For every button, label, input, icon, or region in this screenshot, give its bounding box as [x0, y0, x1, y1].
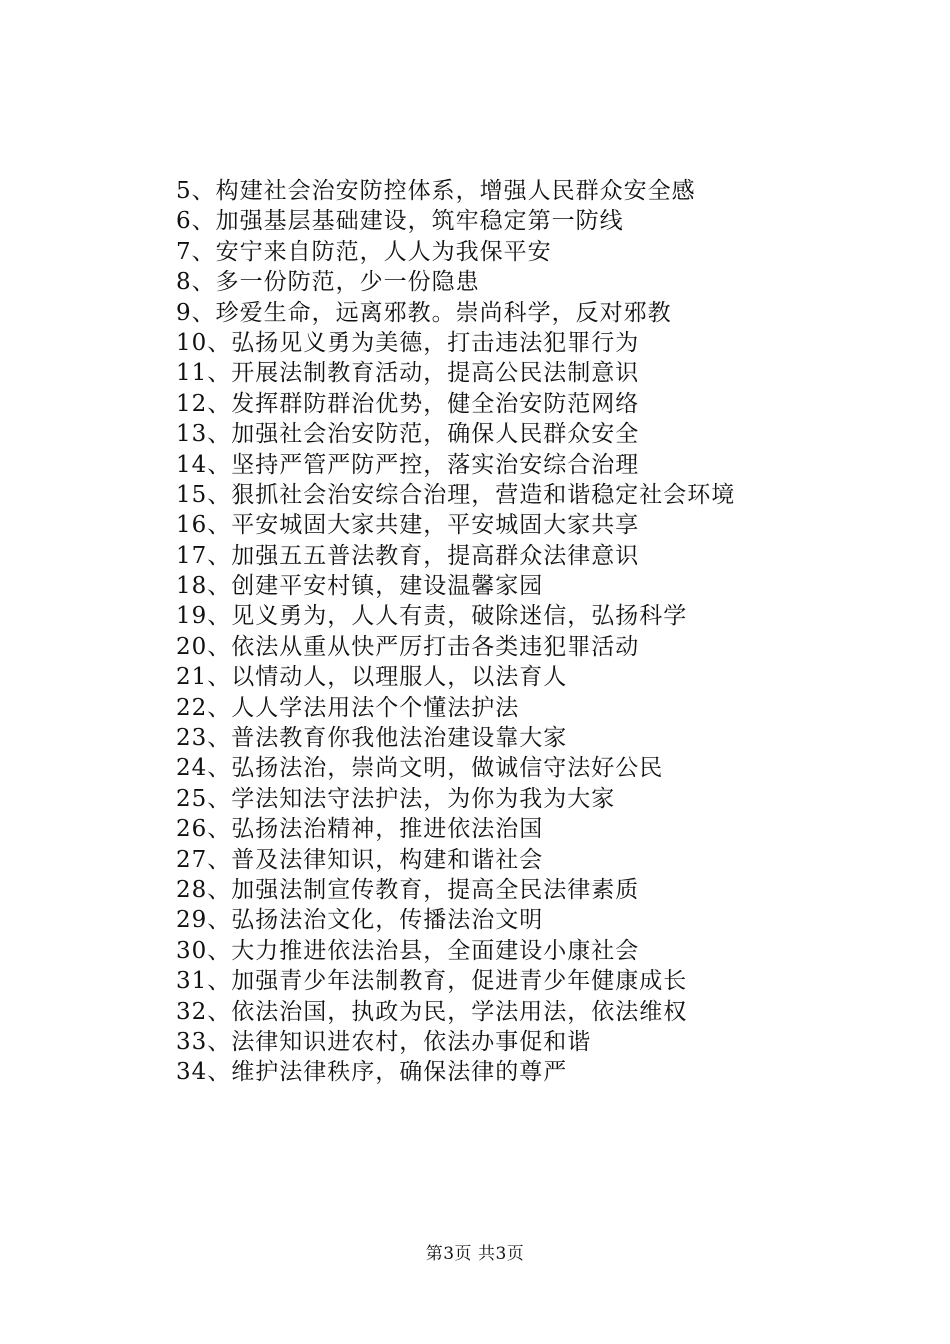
slogan-line-26: 26、弘扬法治精神，推进依法治国: [176, 816, 544, 843]
slogan-line-15: 15、狠抓社会治安综合治理，营造和谐稳定社会环境: [176, 481, 736, 508]
slogan-line-11: 11、开展法制教育活动，提高公民法制意识: [176, 360, 640, 387]
slogan-line-34: 34、维护法律秩序，确保法律的尊严: [176, 1059, 568, 1086]
slogan-line-8: 8、多一份防范，少一份隐患: [176, 269, 480, 296]
slogan-line-30: 30、大力推进依法治县，全面建设小康社会: [176, 937, 640, 964]
slogan-line-14: 14、坚持严管严防严控，落实治安综合治理: [176, 451, 640, 478]
slogan-line-28: 28、加强法制宣传教育，提高全民法律素质: [176, 876, 640, 903]
slogan-line-19: 19、见义勇为，人人有责，破除迷信，弘扬科学: [176, 603, 688, 630]
slogan-line-22: 22、人人学法用法个个懂法护法: [176, 694, 520, 721]
slogan-line-10: 10、弘扬见义勇为美德，打击违法犯罪行为: [176, 329, 640, 356]
page-footer: 第3页 共3页: [425, 1244, 525, 1264]
slogan-line-6: 6、加强基层基础建设，筑牢稳定第一防线: [176, 208, 624, 235]
slogan-line-5: 5、构建社会治安防控体系，增强人民群众安全感: [176, 178, 696, 204]
slogan-line-9: 9、珍爱生命，远离邪教。崇尚科学，反对邪教: [176, 299, 672, 326]
slogan-line-21: 21、以情动人，以理服人，以法育人: [176, 664, 568, 691]
slogan-line-32: 32、依法治国，执政为民，学法用法，依法维权: [176, 998, 688, 1025]
slogan-line-23: 23、普法教育你我他法治建设靠大家: [176, 725, 568, 752]
slogan-line-7: 7、安宁来自防范，人人为我保平安: [176, 238, 552, 265]
slogan-line-24: 24、弘扬法治，崇尚文明，做诚信守法好公民: [176, 755, 664, 782]
slogan-line-13: 13、加强社会治安防范，确保人民群众安全: [176, 421, 640, 448]
slogan-line-20: 20、依法从重从快严厉打击各类违犯罪活动: [176, 633, 640, 660]
slogan-line-29: 29、弘扬法治文化，传播法治文明: [176, 907, 544, 934]
slogan-line-33: 33、法律知识进农村，依法办事促和谐: [176, 1028, 592, 1055]
slogan-line-18: 18、创建平安村镇，建设温馨家园: [176, 573, 544, 600]
slogan-list: [176, 176, 735, 1088]
slogan-line-27: 27、普及法律知识，构建和谐社会: [176, 846, 544, 873]
slogan-line-17: 17、加强五五普法教育，提高群众法律意识: [176, 542, 640, 569]
slogan-line-16: 16、平安城固大家共建，平安城固大家共享: [176, 512, 640, 539]
slogan-line-12: 12、发挥群防群治优势，健全治安防范网络: [176, 390, 640, 417]
slogan-line-25: 25、学法知法守法护法，为你为我为大家: [176, 785, 616, 812]
slogan-line-31: 31、加强青少年法制教育，促进青少年健康成长: [176, 968, 688, 995]
